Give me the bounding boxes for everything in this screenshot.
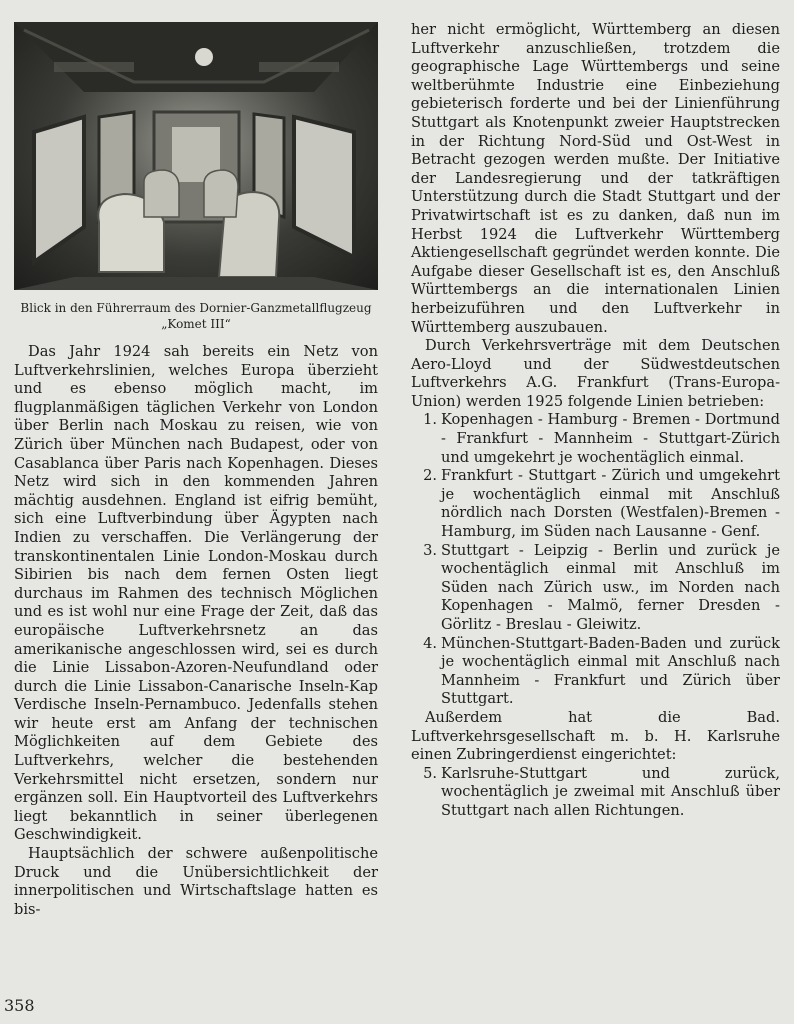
paragraph: Das Jahr 1924 sah bereits ein Netz von Luftverkehrslinien, welches Europa überzieht und es ebenso möglich macht, im flugplanmäßigen täglichen Verkehr von London über Berlin nach Moskau zu reisen, wie von Zürich über München nach Budapest, oder von Casablanca über Paris nach Kopenhagen. Dieses Netz wird sich in den kommenden Jahren mächtig ausdehnen. England ist eifrig bemüht, sich eine Luftverbindung über Ägypten nach Indien zu verschaffen. Die Verlängerung der transkontinentalen Linie London-Moskau durch Sibirien bis nach dem fernen Osten liegt durchaus im Rahmen des technisch Möglichen und es ist wohl nur eine Frage der Zeit, daß das europäische Luftverkehrsnetz an das amerikanische angeschlossen wird, sei es durch die Linie Lissabon-Azoren-Neufundland oder durch die Linie Lissabon-Canarische Inseln-Kap Verdische Inseln-Pernambuco. Jedenfalls stehen wir heute erst am Anfang der technischen Möglichkeiten auf dem Gebiete des Luftverkehrs, welcher die bestehenden Verkehrsmittel nicht ersetzen, sondern nur ergänzen soll. Ein Hauptvorteil des Luftverkehrs liegt bekanntlich in seiner überlegenen Geschwindigkeit.	[14, 343, 378, 844]
page-number: 358	[4, 996, 35, 1015]
list-number: 5.	[423, 764, 437, 782]
list-number: 2.	[423, 467, 437, 485]
left-column	[14, 343, 378, 919]
list-text: Karlsruhe-Stuttgart und zurück, wochentäglich je zweimal mit Anschluß über Stuttgart nach allen Richtungen.	[441, 764, 780, 819]
list-text: München-Stuttgart-Baden-Baden und zurück je wochentäglich einmal mit Anschluß nach Mannheim - Frankfurt und Zürich über Stuttgart.	[441, 634, 780, 708]
list-item	[411, 467, 780, 541]
list-item	[411, 542, 780, 635]
list-item	[411, 635, 780, 709]
right-column	[411, 21, 780, 821]
paragraph: Durch Verkehrsverträge mit dem Deutschen Aero-Lloyd und der Südwestdeutschen Luftverkehrs A.G. Frankfurt (Trans-Europa-Union) werden 1925 folgende Linien betrieben:	[411, 337, 780, 410]
list-number: 4.	[423, 634, 437, 652]
list-item	[411, 765, 780, 821]
paragraph: Hauptsächlich der schwere außenpolitische Druck und die Unübersichtlichkeit der innerpolitischen und Wirtschaftslage hatten es bis-	[14, 845, 378, 918]
list-number: 3.	[423, 541, 437, 559]
paragraph: her nicht ermöglicht, Württemberg an diesen Luftverkehr anzuschließen, trotzdem die geographische Lage Württembergs und seine weltberühmte Industrie eine Einbeziehung gebieterisch forderte und bei der Linienführung Stuttgart als Knotenpunkt zweier Hauptstrecken in der Richtung Nord-Süd und Ost-West in Betracht gezogen werden mußte. Der Initiative der Landesregierung und der tatkräftigen Unterstützung durch die Stadt Stuttgart und der Privatwirtschaft ist es zu danken, daß nun im Herbst 1924 die Luftverkehr Württemberg Aktiengesellschaft gegründet werden konnte. Die Aufgabe dieser Gesellschaft ist es, den Anschluß Württembergs an die internationalen Linien herbeizuführen und den Luftverkehr in Württemberg auszubauen.	[411, 21, 780, 336]
figure-caption: Blick in den Führerraum des Dornier-Ganzmetallflugzeug „Komet III“	[20, 301, 372, 331]
cabin-illustration	[14, 22, 378, 290]
list-text: Kopenhagen - Hamburg - Bremen - Dortmund - Frankfurt - Mannheim - Stuttgart-Zürich und umgekehrt je wochentäglich einmal.	[441, 411, 780, 466]
cabin-photo	[14, 22, 378, 290]
list-number: 1.	[423, 411, 437, 429]
list-text: Stuttgart - Leipzig - Berlin und zurück je wochentäglich einmal mit Anschluß im Süden nach Zürich usw., im Norden nach Kopenhagen - Malmö, ferner Dresden - Görlitz - Breslau - Gleiwitz.	[441, 541, 780, 633]
list-text: Frankfurt - Stuttgart - Zürich und umgekehrt je wochentäglich einmal mit Anschluß nördlich nach Dorsten (Westfalen)-Bremen - Hamburg, im Süden nach Lausanne - Genf.	[441, 467, 780, 541]
list-item	[411, 411, 780, 467]
paragraph: Außerdem hat die Bad. Luftverkehrsgesellschaft m. b. H. Karlsruhe einen Zubringerdienst eingerichtet:	[411, 708, 780, 764]
